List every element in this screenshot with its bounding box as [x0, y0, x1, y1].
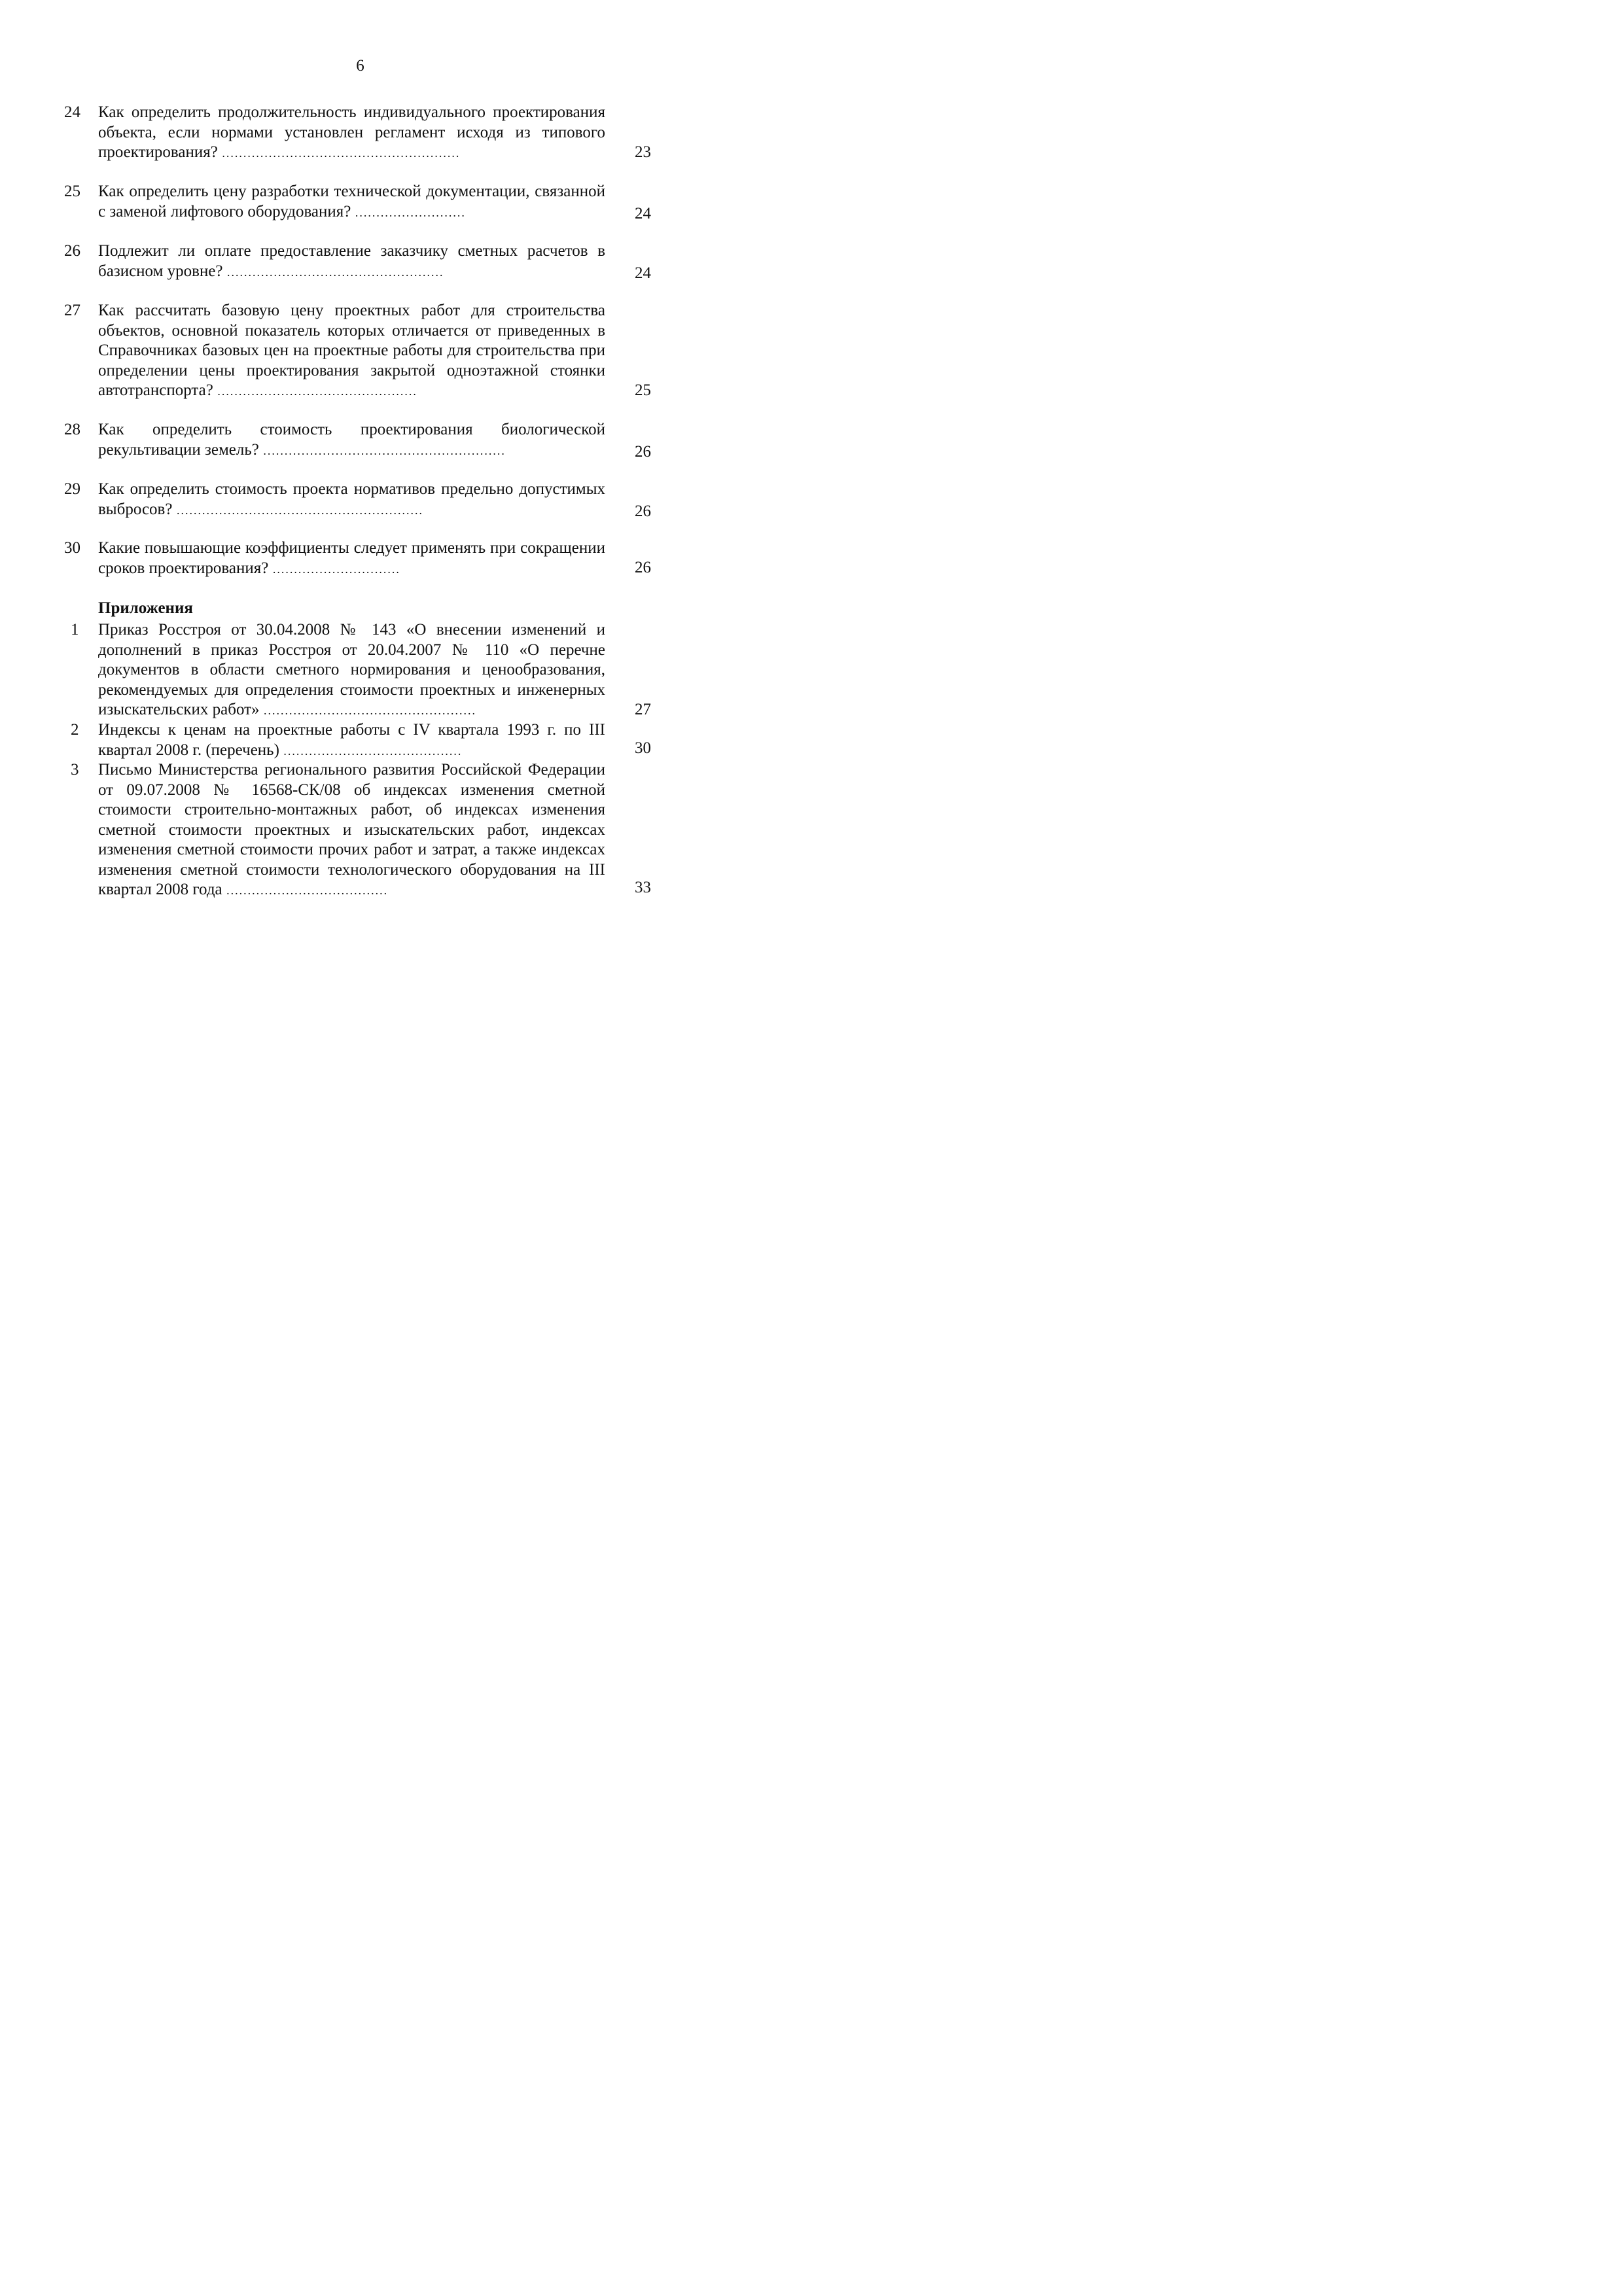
toc-entry-text	[98, 420, 605, 461]
toc-entry-title: Какие повышающие коэффициенты следует применять при сокращении сроков проектирования?	[98, 539, 605, 577]
appendix-entry-title: Приказ Росстроя от 30.04.2008 № 143 «О внесении изменений и дополнений в приказ Росстроя от 20.04.2007 № 110 «О перечне документов в области сметного нормирования и ценообразования, рекомендуемых для определения стоимости проектных и инженерных изыскательских работ»	[98, 621, 605, 718]
toc-entry-title: Как определить стоимость проекта нормативов предельно допустимых выбросов?	[98, 480, 605, 518]
toc-entry-page: 24	[635, 264, 651, 282]
appendix-entry-title: Индексы к ценам на проектные работы с IV квартала 1993 г. по III квартал 2008 г. (перечень)	[98, 721, 605, 759]
toc-entry-title: Как определить цену разработки технической документации, связанной с заменой лифтового оборудования?	[98, 183, 605, 220]
toc-leader-dots: ..........................................	[279, 744, 463, 758]
toc-entry-text	[98, 241, 605, 282]
appendix-entry-page: 30	[635, 739, 651, 757]
toc-leader-dots: ..................................................	[259, 704, 477, 717]
toc-leader-dots: .........................................................	[258, 444, 506, 457]
toc-entry-text	[98, 182, 605, 222]
toc-entry-title: Подлежит ли оплате предоставление заказчику сметных расчетов в базисном уровне?	[98, 242, 605, 280]
toc-entry	[0, 241, 720, 282]
appendix-entry	[0, 720, 720, 761]
toc-leader-dots: ...............................................	[213, 385, 417, 398]
toc-entry-number: 24	[64, 103, 80, 121]
toc-leader-dots: ......................................	[222, 884, 389, 897]
toc-entry	[0, 103, 720, 163]
appendix-entry	[0, 620, 720, 720]
toc-entry-text	[98, 301, 605, 402]
toc-entry-number: 28	[64, 421, 80, 438]
appendix-entry	[0, 760, 720, 901]
toc-entry	[0, 182, 720, 222]
toc-entry-text	[98, 103, 605, 164]
appendix-entry-page: 27	[635, 701, 651, 718]
appendix-entry-title: Письмо Министерства регионального развития Российской Федерации от 09.07.2008 № 16568-СК/08 об индексах изменения сметной стоимости строительно-монтажных работ, об индексах изменения сметной стоимости проектных и изыскательских работ, индексах изменения сметной стоимости прочих работ и затрат, а также индексах изменения сметной стоимости технологического оборудования на III квартал 2008 года	[98, 761, 605, 898]
toc-entry-page: 25	[635, 381, 651, 399]
toc-entry-number: 27	[64, 302, 80, 319]
toc-entry	[0, 420, 720, 461]
toc-entry-title: Как рассчитать базовую цену проектных работ для строительства объектов, основной показатель которых отличается от приведенных в Справочниках базовых цен на проектные работы для строительства при определении цены проектирования закрытой одноэтажной стоянки автотранспорта?	[98, 302, 605, 399]
toc-leader-dots: ..............................	[268, 562, 400, 576]
appendix-entry-number: 3	[71, 761, 79, 779]
toc-entry-page: 24	[635, 205, 651, 222]
toc-entry	[0, 538, 720, 579]
toc-entry-number: 29	[64, 480, 80, 498]
appendix-entry-number: 1	[71, 621, 79, 639]
toc-leader-dots: ........................................................	[217, 147, 461, 160]
toc-entry-page: 23	[635, 143, 651, 161]
appendix-entry-page: 33	[635, 879, 651, 896]
page-number: 6	[356, 57, 364, 75]
toc-leader-dots: ..........................................................	[172, 503, 423, 517]
toc-entry-number: 25	[64, 183, 80, 200]
appendix-entry-number: 2	[71, 721, 79, 739]
toc-entry-title: Как определить продолжительность индивидуального проектирования объекта, если нормами установлен регламент исходя из типового проектирования?	[98, 103, 605, 161]
toc-entry	[0, 480, 720, 520]
toc-leader-dots: ...................................................	[222, 265, 444, 279]
toc-entry	[0, 301, 720, 400]
toc-entry-text	[98, 538, 605, 579]
toc-entry-number: 26	[64, 242, 80, 260]
toc-entry-page: 26	[635, 559, 651, 576]
appendix-entry-text	[98, 620, 605, 721]
appendix-heading: Приложения	[98, 599, 193, 617]
appendix-entry-text	[98, 760, 605, 901]
toc-entry-title: Как определить стоимость проектирования биологической рекультивации земель?	[98, 421, 605, 459]
toc-leader-dots: ..........................	[351, 205, 466, 219]
toc-entry-number: 30	[64, 539, 80, 557]
appendix-entry-text	[98, 720, 605, 761]
toc-entry-text	[98, 480, 605, 520]
toc-entry-page: 26	[635, 443, 651, 461]
toc-entry-page: 26	[635, 502, 651, 520]
